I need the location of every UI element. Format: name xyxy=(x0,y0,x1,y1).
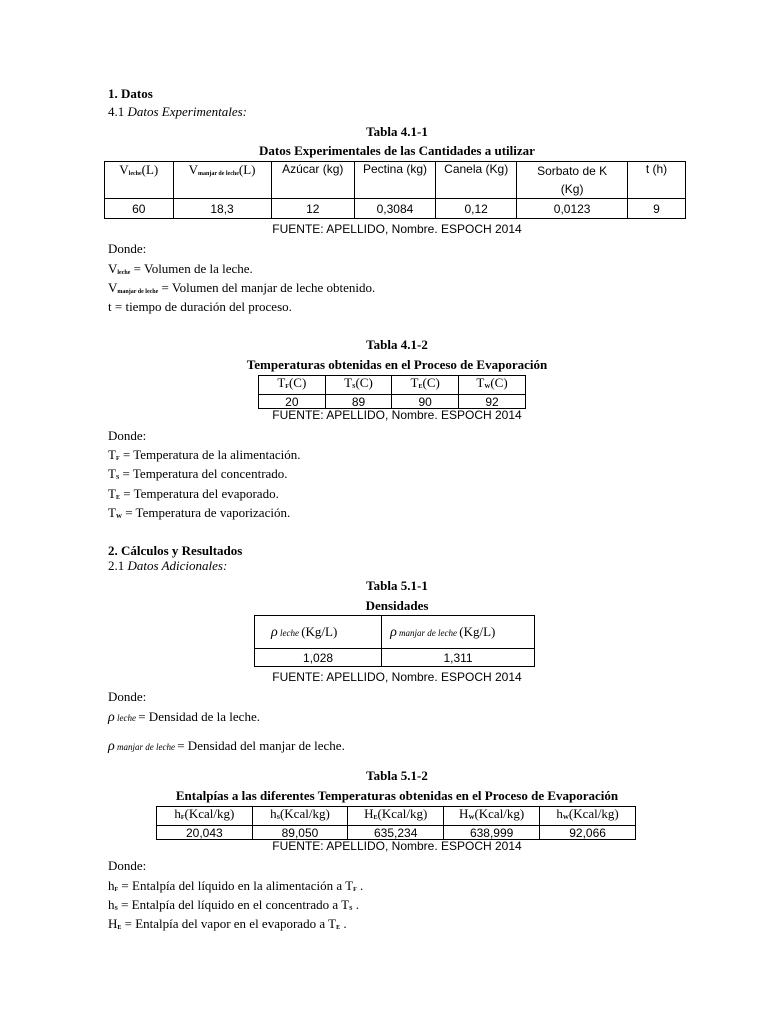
table-4-1-2-number: Tabla 4.1-2 xyxy=(366,337,428,352)
def-t: t = tiempo de duración del proceso. xyxy=(108,299,292,314)
subsection-label: Datos Experimentales: xyxy=(127,104,248,119)
table-5-1-1 xyxy=(254,615,535,667)
table-4-1-1-number: Tabla 4.1-1 xyxy=(366,124,428,139)
header-hw-lower: hW(Kcal/kg) xyxy=(540,807,636,826)
header-t: t (h) xyxy=(627,162,685,199)
table-row xyxy=(259,395,526,409)
def-hf: hF = Entalpía del líquido en la alimentación a TF . xyxy=(108,878,364,893)
def-v-leche: Vleche = Volumen de la leche. xyxy=(108,261,253,276)
cell-t: 9 xyxy=(627,199,685,219)
cell-v-manjar: 18,3 xyxy=(173,199,271,219)
header-rho-manjar: ρ manjar de leche (Kg/L) xyxy=(382,616,535,649)
cell-sorbato: 0,0123 xyxy=(517,199,628,219)
header-v-manjar: Vmanjar de leche(L) xyxy=(173,162,271,199)
table-5-1-1-number: Tabla 5.1-1 xyxy=(366,578,428,593)
table-header-row xyxy=(157,807,636,826)
cell-canela: 0,12 xyxy=(436,199,517,219)
def-hs: hS = Entalpía del líquido en el concentrado a TS . xyxy=(108,897,359,912)
donde-label: Donde: xyxy=(108,689,147,704)
header-azucar: Azúcar (kg) xyxy=(271,162,354,199)
donde-label: Donde: xyxy=(108,428,147,443)
table-4-1-1-title: Datos Experimentales de las Cantidades a utilizar xyxy=(259,143,535,158)
header-rho-leche: ρ leche (Kg/L) xyxy=(255,616,382,649)
table-4-1-2-source: FUENTE: APELLIDO, Nombre. ESPOCH 2014 xyxy=(272,408,522,422)
cell-azucar: 12 xyxy=(271,199,354,219)
cell-ts: 89 xyxy=(325,395,392,409)
header-hw-upper: HW(Kcal/kg) xyxy=(444,807,540,826)
header-hf: hF(Kcal/kg) xyxy=(157,807,253,826)
cell-hw-lower: 92,066 xyxy=(540,826,636,840)
cell-tf: 20 xyxy=(259,395,326,409)
header-tw: TW(C) xyxy=(459,376,526,395)
def-rho-leche: ρ leche = Densidad de la leche. xyxy=(108,709,260,725)
def-tf: TF = Temperatura de la alimentación. xyxy=(108,447,301,462)
cell-pectina: 0,3084 xyxy=(354,199,435,219)
table-4-1-2 xyxy=(258,375,526,409)
cell-rho-leche: 1,028 xyxy=(255,649,382,667)
header-ts: TS(C) xyxy=(325,376,392,395)
header-tf: TF(C) xyxy=(259,376,326,395)
header-pectina: Pectina (kg) xyxy=(354,162,435,199)
header-hs: hS(Kcal/kg) xyxy=(252,807,348,826)
subsection-label: Datos Adicionales: xyxy=(127,558,228,573)
table-4-1-1 xyxy=(104,161,686,219)
def-v-manjar: Vmanjar de leche = Volumen del manjar de leche obtenido. xyxy=(108,280,376,295)
table-5-1-2-title: Entalpías a las diferentes Temperaturas obtenidas en el Proceso de Evaporación xyxy=(175,788,619,803)
table-4-1-2-title: Temperaturas obtenidas en el Proceso de Evaporación xyxy=(246,357,548,372)
def-he: HE = Entalpía del vapor en el evaporado a TE . xyxy=(108,916,347,931)
subsection-4-1 xyxy=(108,104,247,120)
header-sorbato: Sorbato de K (Kg) xyxy=(517,162,628,199)
def-te: TE = Temperatura del evaporado. xyxy=(108,486,279,501)
table-5-1-1-title: Densidades xyxy=(365,598,429,613)
cell-hf: 20,043 xyxy=(157,826,253,840)
table-header-row xyxy=(105,162,686,199)
table-4-1-1-source: FUENTE: APELLIDO, Nombre. ESPOCH 2014 xyxy=(272,222,522,236)
table-row xyxy=(255,649,535,667)
table-header-row xyxy=(259,376,526,395)
table-header-row xyxy=(255,616,535,649)
header-te: TE(C) xyxy=(392,376,459,395)
subsection-2-1 xyxy=(108,558,227,574)
table-5-1-2-number: Tabla 5.1-2 xyxy=(366,768,428,783)
header-he: HE(Kcal/kg) xyxy=(348,807,444,826)
cell-hs: 89,050 xyxy=(252,826,348,840)
cell-rho-manjar: 1,311 xyxy=(382,649,535,667)
section-1-heading: 1. Datos xyxy=(108,86,153,101)
def-ts: TS = Temperatura del concentrado. xyxy=(108,466,288,481)
cell-hw-upper: 638,999 xyxy=(444,826,540,840)
def-tw: TW = Temperatura de vaporización. xyxy=(108,505,291,520)
cell-v-leche: 60 xyxy=(105,199,174,219)
header-v-leche: Vleche(L) xyxy=(105,162,174,199)
cell-tw: 92 xyxy=(459,395,526,409)
table-5-1-2 xyxy=(156,806,636,840)
table-5-1-2-source: FUENTE: APELLIDO, Nombre. ESPOCH 2014 xyxy=(272,839,522,853)
header-canela: Canela (Kg) xyxy=(436,162,517,199)
cell-te: 90 xyxy=(392,395,459,409)
section-2-heading: 2. Cálculos y Resultados xyxy=(108,543,243,558)
def-rho-manjar: ρ manjar de leche = Densidad del manjar de leche. xyxy=(108,738,345,754)
subsection-number: 4.1 xyxy=(108,104,128,119)
cell-he: 635,234 xyxy=(348,826,444,840)
table-5-1-1-source: FUENTE: APELLIDO, Nombre. ESPOCH 2014 xyxy=(272,670,522,684)
table-row xyxy=(157,826,636,840)
table-row xyxy=(105,199,686,219)
subsection-number: 2.1 xyxy=(108,558,128,573)
donde-label: Donde: xyxy=(108,241,147,256)
donde-label: Donde: xyxy=(108,858,147,873)
